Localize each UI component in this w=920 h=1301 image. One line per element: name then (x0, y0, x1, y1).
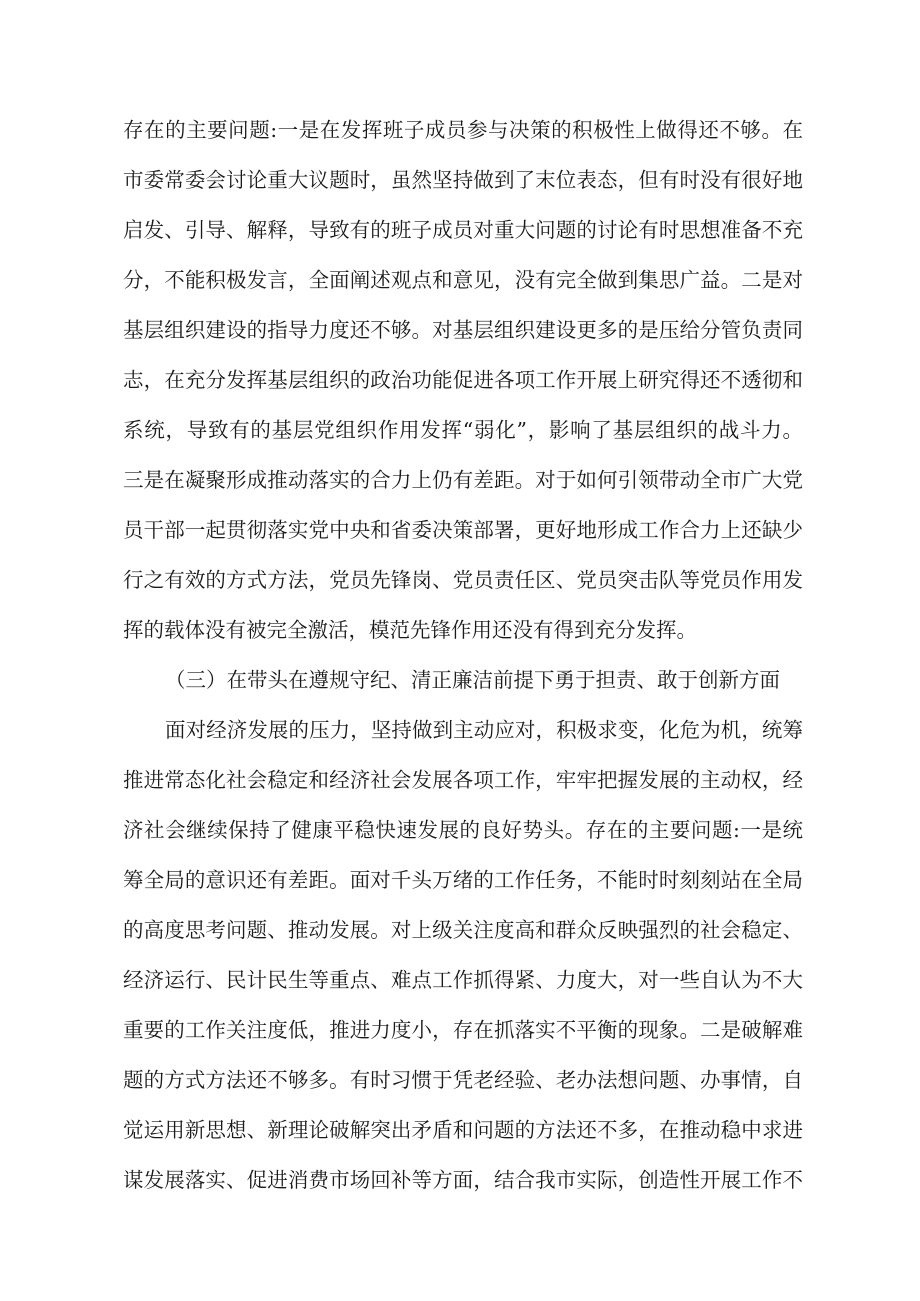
text-line-6: 志，在充分发挥基层组织的政治功能促进各项工作开展上研究得还不透彻和 (123, 368, 803, 392)
text-line-4: 分，不能积极发言，全面阐述观点和意见，没有完全做到集思广益。二是对 (123, 268, 803, 292)
text-line-2: 市委常委会讨论重大议题时，虽然坚持做到了末位表态，但有时没有很好地 (123, 168, 803, 192)
text-line-19: 重要的工作关注度低，推进力度小，存在抓落实不平衡的现象。二是破解难 (123, 1018, 803, 1042)
text-line-22: 谋发展落实、促进消费市场回补等方面，结合我市实际，创造性开展工作不 (123, 1168, 803, 1192)
text-line-8: 三是在凝聚形成推动落实的合力上仍有差距。对于如何引领带动全市广大党 (123, 468, 803, 492)
text-line-15: 济社会继续保持了健康平稳快速发展的良好势头。存在的主要问题:一是统 (123, 818, 803, 842)
text-line-14: 推进常态化社会稳定和经济社会发展各项工作，牢牢把握发展的主动权，经 (123, 768, 803, 792)
text-line-13: 面对经济发展的压力，坚持做到主动应对，积极求变，化危为机，统筹 (165, 718, 803, 742)
text-line-18: 经济运行、民计民生等重点、难点工作抓得紧、力度大，对一些自认为不大 (123, 968, 803, 992)
text-line-21: 觉运用新思想、新理论破解突出矛盾和问题的方法还不多，在推动稳中求进 (123, 1118, 803, 1142)
text-line-17: 的高度思考问题、推动发展。对上级关注度高和群众反映强烈的社会稳定、 (123, 918, 803, 942)
text-line-11: 挥的载体没有被完全激活，模范先锋作用还没有得到充分发挥。 (123, 618, 697, 642)
text-line-20: 题的方式方法还不够多。有时习惯于凭老经验、老办法想问题、办事情，自 (123, 1068, 803, 1092)
text-line-1: 存在的主要问题:一是在发挥班子成员参与决策的积极性上做得还不够。在 (123, 118, 803, 142)
text-line-5: 基层组织建设的指导力度还不够。对基层组织建设更多的是压给分管负责同 (123, 318, 803, 342)
text-line-9: 员干部一起贯彻落实党中央和省委决策部署，更好地形成工作合力上还缺少 (123, 518, 803, 542)
text-line-3: 启发、引导、解释，导致有的班子成员对重大问题的讨论有时思想准备不充 (123, 218, 803, 242)
text-line-16: 筹全局的意识还有差距。面对千头万绪的工作任务，不能时时刻刻站在全局 (123, 868, 803, 892)
text-line-7: 系统，导致有的基层党组织作用发挥“弱化”，影响了基层组织的战斗力。 (123, 418, 803, 442)
text-line-10: 行之有效的方式方法，党员先锋岗、党员责任区、党员突击队等党员作用发 (123, 568, 803, 592)
section-heading: （三）在带头在遵规守纪、清正廉洁前提下勇于担责、敢于创新方面 (165, 668, 780, 692)
